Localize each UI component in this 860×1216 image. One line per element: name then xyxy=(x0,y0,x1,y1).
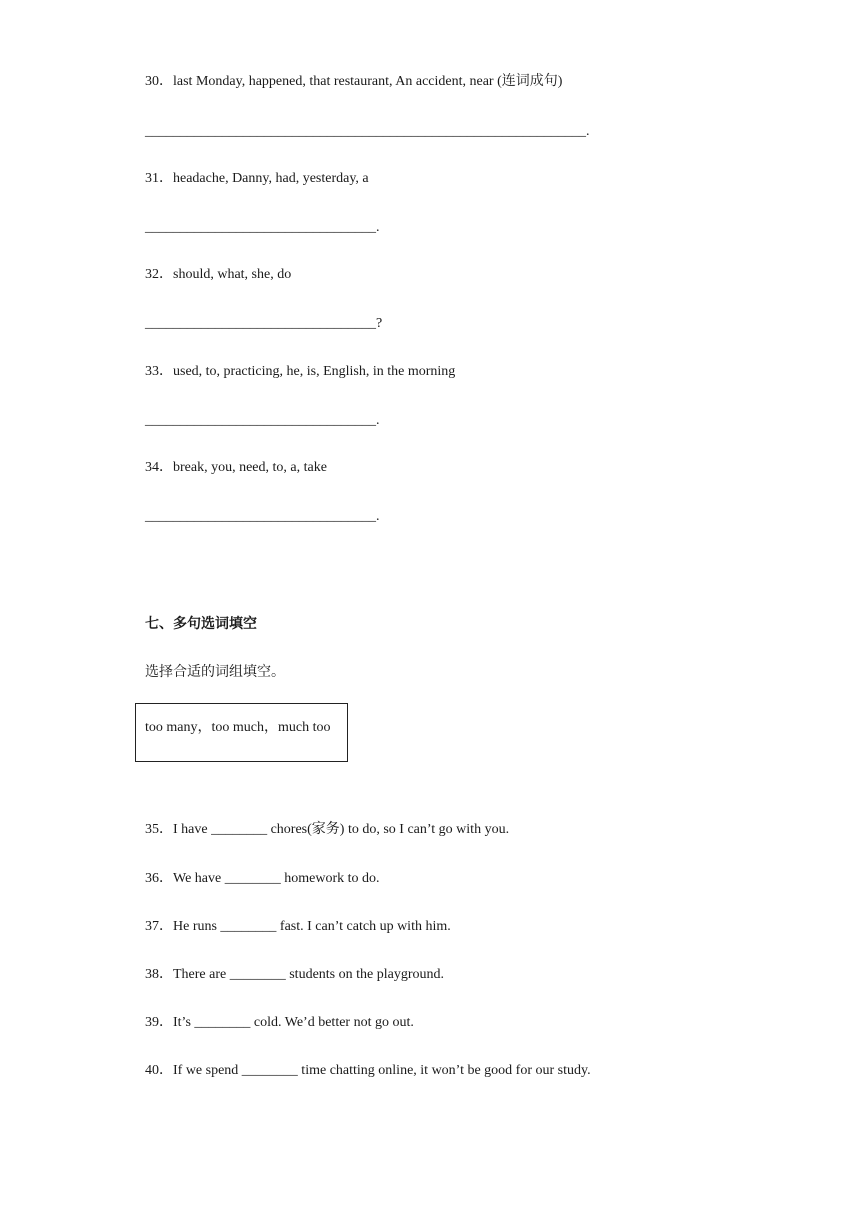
question-number: 36． xyxy=(145,871,173,886)
question-text: last Monday, happened, that restaurant, An accident, near (连词成句) xyxy=(173,74,563,89)
answer-line-30[interactable] xyxy=(145,123,590,141)
question-39[interactable] xyxy=(145,1014,414,1032)
question-36[interactable] xyxy=(145,870,380,888)
question-text: I have ________ chores(家务) to do, so I can’t go with you. xyxy=(173,822,510,837)
blank-line: _________________________________ xyxy=(145,220,376,235)
question-text: It’s ________ cold. We’d better not go out. xyxy=(173,1015,414,1030)
question-number: 30． xyxy=(145,74,173,89)
answer-line-32[interactable] xyxy=(145,315,382,333)
question-text: headache, Danny, had, yesterday, a xyxy=(173,171,369,186)
section-instruction: 选择合适的词组填空。 xyxy=(145,664,285,680)
question-37[interactable] xyxy=(145,918,451,936)
question-text: There are ________ students on the playground. xyxy=(173,967,444,982)
end-punct: . xyxy=(376,509,380,524)
question-34 xyxy=(145,459,327,477)
question-number: 35． xyxy=(145,822,173,837)
question-text: He runs ________ fast. I can’t catch up with him. xyxy=(173,919,451,934)
question-text: used, to, practicing, he, is, English, in the morning xyxy=(173,364,456,379)
word-box-text: too many，too much，much too xyxy=(145,720,331,735)
question-number: 34． xyxy=(145,460,173,475)
answer-line-31[interactable] xyxy=(145,219,380,237)
end-punct: . xyxy=(376,220,380,235)
question-40[interactable] xyxy=(145,1062,591,1080)
question-30 xyxy=(145,73,562,91)
end-punct: . xyxy=(586,124,590,139)
word-box xyxy=(135,703,348,762)
question-number: 40． xyxy=(145,1063,173,1078)
blank-line: _______________________________________________________________ xyxy=(145,124,586,139)
end-punct: ? xyxy=(376,316,383,331)
answer-line-33[interactable] xyxy=(145,412,380,430)
question-number: 33． xyxy=(145,364,173,379)
question-text: We have ________ homework to do. xyxy=(173,871,380,886)
question-38[interactable] xyxy=(145,966,444,984)
question-text: If we spend ________ time chatting online, it won’t be good for our study. xyxy=(173,1063,591,1078)
question-text: should, what, she, do xyxy=(173,267,292,282)
question-number: 32． xyxy=(145,267,173,282)
question-33 xyxy=(145,363,455,381)
question-number: 39． xyxy=(145,1015,173,1030)
blank-line: _________________________________ xyxy=(145,413,376,428)
question-32 xyxy=(145,266,291,284)
question-number: 37． xyxy=(145,919,173,934)
blank-line: _________________________________ xyxy=(145,316,376,331)
answer-line-34[interactable] xyxy=(145,508,380,526)
question-number: 38． xyxy=(145,967,173,982)
blank-line: _________________________________ xyxy=(145,509,376,524)
question-31 xyxy=(145,170,369,188)
question-35[interactable] xyxy=(145,821,509,839)
question-text: break, you, need, to, a, take xyxy=(173,460,327,475)
end-punct: . xyxy=(376,413,380,428)
section-title: 七、多句选词填空 xyxy=(145,616,257,632)
question-number: 31． xyxy=(145,171,173,186)
